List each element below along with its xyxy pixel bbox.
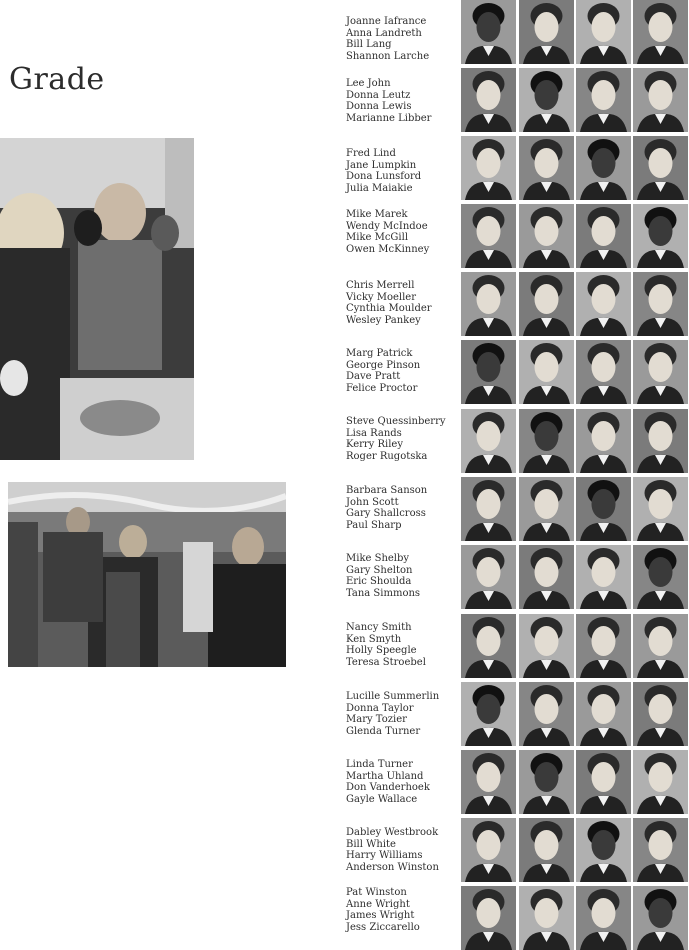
- student-portrait: [461, 614, 516, 678]
- student-name: Kerry Riley: [346, 439, 404, 450]
- student-portrait: [519, 750, 574, 814]
- student-portrait: [576, 545, 631, 609]
- student-name: John Scott: [346, 496, 399, 508]
- student-name: Harry Williams: [346, 850, 423, 861]
- student-name: Martha Uhland: [346, 770, 424, 782]
- student-name: Dabley Westbrook: [346, 827, 439, 838]
- student-portrait: [461, 750, 516, 814]
- student-name: Steve Quessinberry: [346, 416, 446, 427]
- student-name-group: [346, 16, 464, 62]
- student-portrait: [633, 477, 688, 541]
- student-name-group: [346, 622, 464, 668]
- student-portrait: [519, 886, 574, 950]
- student-portrait: [576, 204, 631, 268]
- student-name-group: [346, 280, 464, 326]
- student-name: Bill White: [346, 838, 396, 850]
- student-name: James Wright: [346, 910, 415, 921]
- student-name-group: [346, 416, 464, 462]
- student-name: Lucille Summerlin: [346, 691, 440, 702]
- student-name: George Pinson: [346, 359, 421, 371]
- student-portrait: [576, 136, 631, 200]
- student-portrait: [519, 818, 574, 882]
- student-portrait: [461, 272, 516, 336]
- student-name: Felice Proctor: [346, 382, 418, 394]
- student-name: Holly Speegle: [346, 645, 417, 656]
- student-portrait: [461, 136, 516, 200]
- student-name: Dona Lunsford: [346, 171, 422, 182]
- student-portrait: [576, 0, 631, 64]
- student-portrait: [519, 68, 574, 132]
- student-portrait: [519, 340, 574, 404]
- classroom-party-photo: [0, 138, 194, 460]
- student-name-group: [346, 553, 464, 599]
- student-name-group: [346, 759, 464, 805]
- student-name: Mike Marek: [346, 209, 408, 220]
- student-name: Mike McGill: [346, 232, 409, 243]
- student-portrait: [519, 136, 574, 200]
- student-portrait: [633, 136, 688, 200]
- student-portrait: [576, 614, 631, 678]
- student-portrait: [461, 0, 516, 64]
- student-portrait: [633, 0, 688, 64]
- student-name-group: [346, 827, 464, 873]
- student-name: Wesley Pankey: [346, 314, 421, 326]
- student-name: Dave Pratt: [346, 371, 401, 382]
- student-portrait: [633, 68, 688, 132]
- student-name: Fred Lind: [346, 148, 396, 159]
- student-portrait: [633, 204, 688, 268]
- student-portrait: [519, 545, 574, 609]
- student-name-group: [346, 148, 464, 194]
- student-name: Linda Turner: [346, 759, 413, 770]
- student-portrait: [519, 204, 574, 268]
- student-name-group: [346, 485, 464, 531]
- student-portrait: [633, 614, 688, 678]
- student-name: Mary Tozier: [346, 714, 407, 725]
- student-portrait: [633, 340, 688, 404]
- student-portrait: [576, 818, 631, 882]
- student-name-group: [346, 348, 464, 394]
- student-name: Julia Maiakie: [346, 182, 413, 194]
- student-name: Jess Ziccarello: [346, 921, 420, 933]
- student-name: Owen McKinney: [346, 243, 430, 255]
- student-portrait: [461, 682, 516, 746]
- student-portrait: [461, 409, 516, 473]
- student-portrait: [519, 614, 574, 678]
- student-name: Eric Shoulda: [346, 576, 412, 587]
- student-name: Anna Landreth: [346, 27, 422, 39]
- student-portrait: [576, 340, 631, 404]
- student-name: Donna Taylor: [346, 702, 414, 714]
- student-portrait: [519, 272, 574, 336]
- student-portrait: [633, 682, 688, 746]
- student-name: Roger Rugotska: [346, 450, 428, 462]
- student-name: Gary Shallcross: [346, 508, 426, 519]
- student-portrait: [461, 818, 516, 882]
- student-name: Anne Wright: [346, 898, 410, 910]
- student-portrait: [633, 545, 688, 609]
- student-name: Don Vanderhoek: [346, 782, 430, 793]
- student-name: Pat Winston: [346, 887, 407, 898]
- student-portrait: [461, 68, 516, 132]
- student-name: Mike Shelby: [346, 553, 410, 564]
- student-name: Cynthia Moulder: [346, 303, 432, 314]
- student-name: Gayle Wallace: [346, 793, 418, 805]
- student-name: Tana Simmons: [346, 587, 421, 599]
- student-portrait: [461, 545, 516, 609]
- student-name: Bill Lang: [346, 39, 392, 50]
- student-name: Donna Leutz: [346, 89, 411, 101]
- student-portrait: [633, 409, 688, 473]
- student-name-group: [346, 887, 464, 933]
- student-portrait: [461, 886, 516, 950]
- student-name: Vicky Moeller: [346, 291, 417, 303]
- student-name: Wendy McIndoe: [346, 220, 428, 232]
- student-portrait: [519, 477, 574, 541]
- student-name: Barbara Sanson: [346, 485, 428, 496]
- student-portrait: [633, 886, 688, 950]
- student-portrait: [633, 272, 688, 336]
- student-name-group: [346, 691, 464, 737]
- student-portrait: [519, 682, 574, 746]
- student-portrait: [576, 477, 631, 541]
- student-name-group: [346, 78, 464, 124]
- student-portrait: [461, 340, 516, 404]
- student-name: Donna Lewis: [346, 101, 412, 112]
- student-name: Ken Smyth: [346, 633, 402, 645]
- student-name-group: [346, 209, 464, 255]
- student-portrait: [576, 682, 631, 746]
- classroom-crowd-photo: [8, 482, 286, 667]
- student-name: Gary Shelton: [346, 564, 413, 576]
- student-portrait: [576, 886, 631, 950]
- student-name: Paul Sharp: [346, 519, 402, 531]
- student-portrait: [576, 409, 631, 473]
- student-portrait: [576, 68, 631, 132]
- student-name: Jane Lumpkin: [346, 159, 417, 171]
- student-name: Teresa Stroebel: [346, 656, 426, 668]
- student-name: Lee John: [346, 78, 391, 89]
- student-name: Nancy Smith: [346, 622, 412, 633]
- student-portrait: [633, 750, 688, 814]
- student-name: Marg Patrick: [346, 348, 413, 359]
- student-name: Shannon Larche: [346, 50, 430, 62]
- student-name: Anderson Winston: [346, 861, 439, 873]
- student-portrait: [576, 272, 631, 336]
- student-portrait: [576, 750, 631, 814]
- page-title: Grade: [9, 62, 105, 97]
- student-name: Marianne Libber: [346, 112, 432, 124]
- student-portrait: [461, 477, 516, 541]
- student-portrait: [633, 818, 688, 882]
- student-name: Lisa Rands: [346, 427, 402, 439]
- student-name: Joanne Iafrance: [346, 16, 427, 27]
- student-name: Glenda Turner: [346, 725, 421, 737]
- student-portrait: [519, 0, 574, 64]
- student-name: Chris Merrell: [346, 280, 415, 291]
- student-portrait: [461, 204, 516, 268]
- student-portrait: [519, 409, 574, 473]
